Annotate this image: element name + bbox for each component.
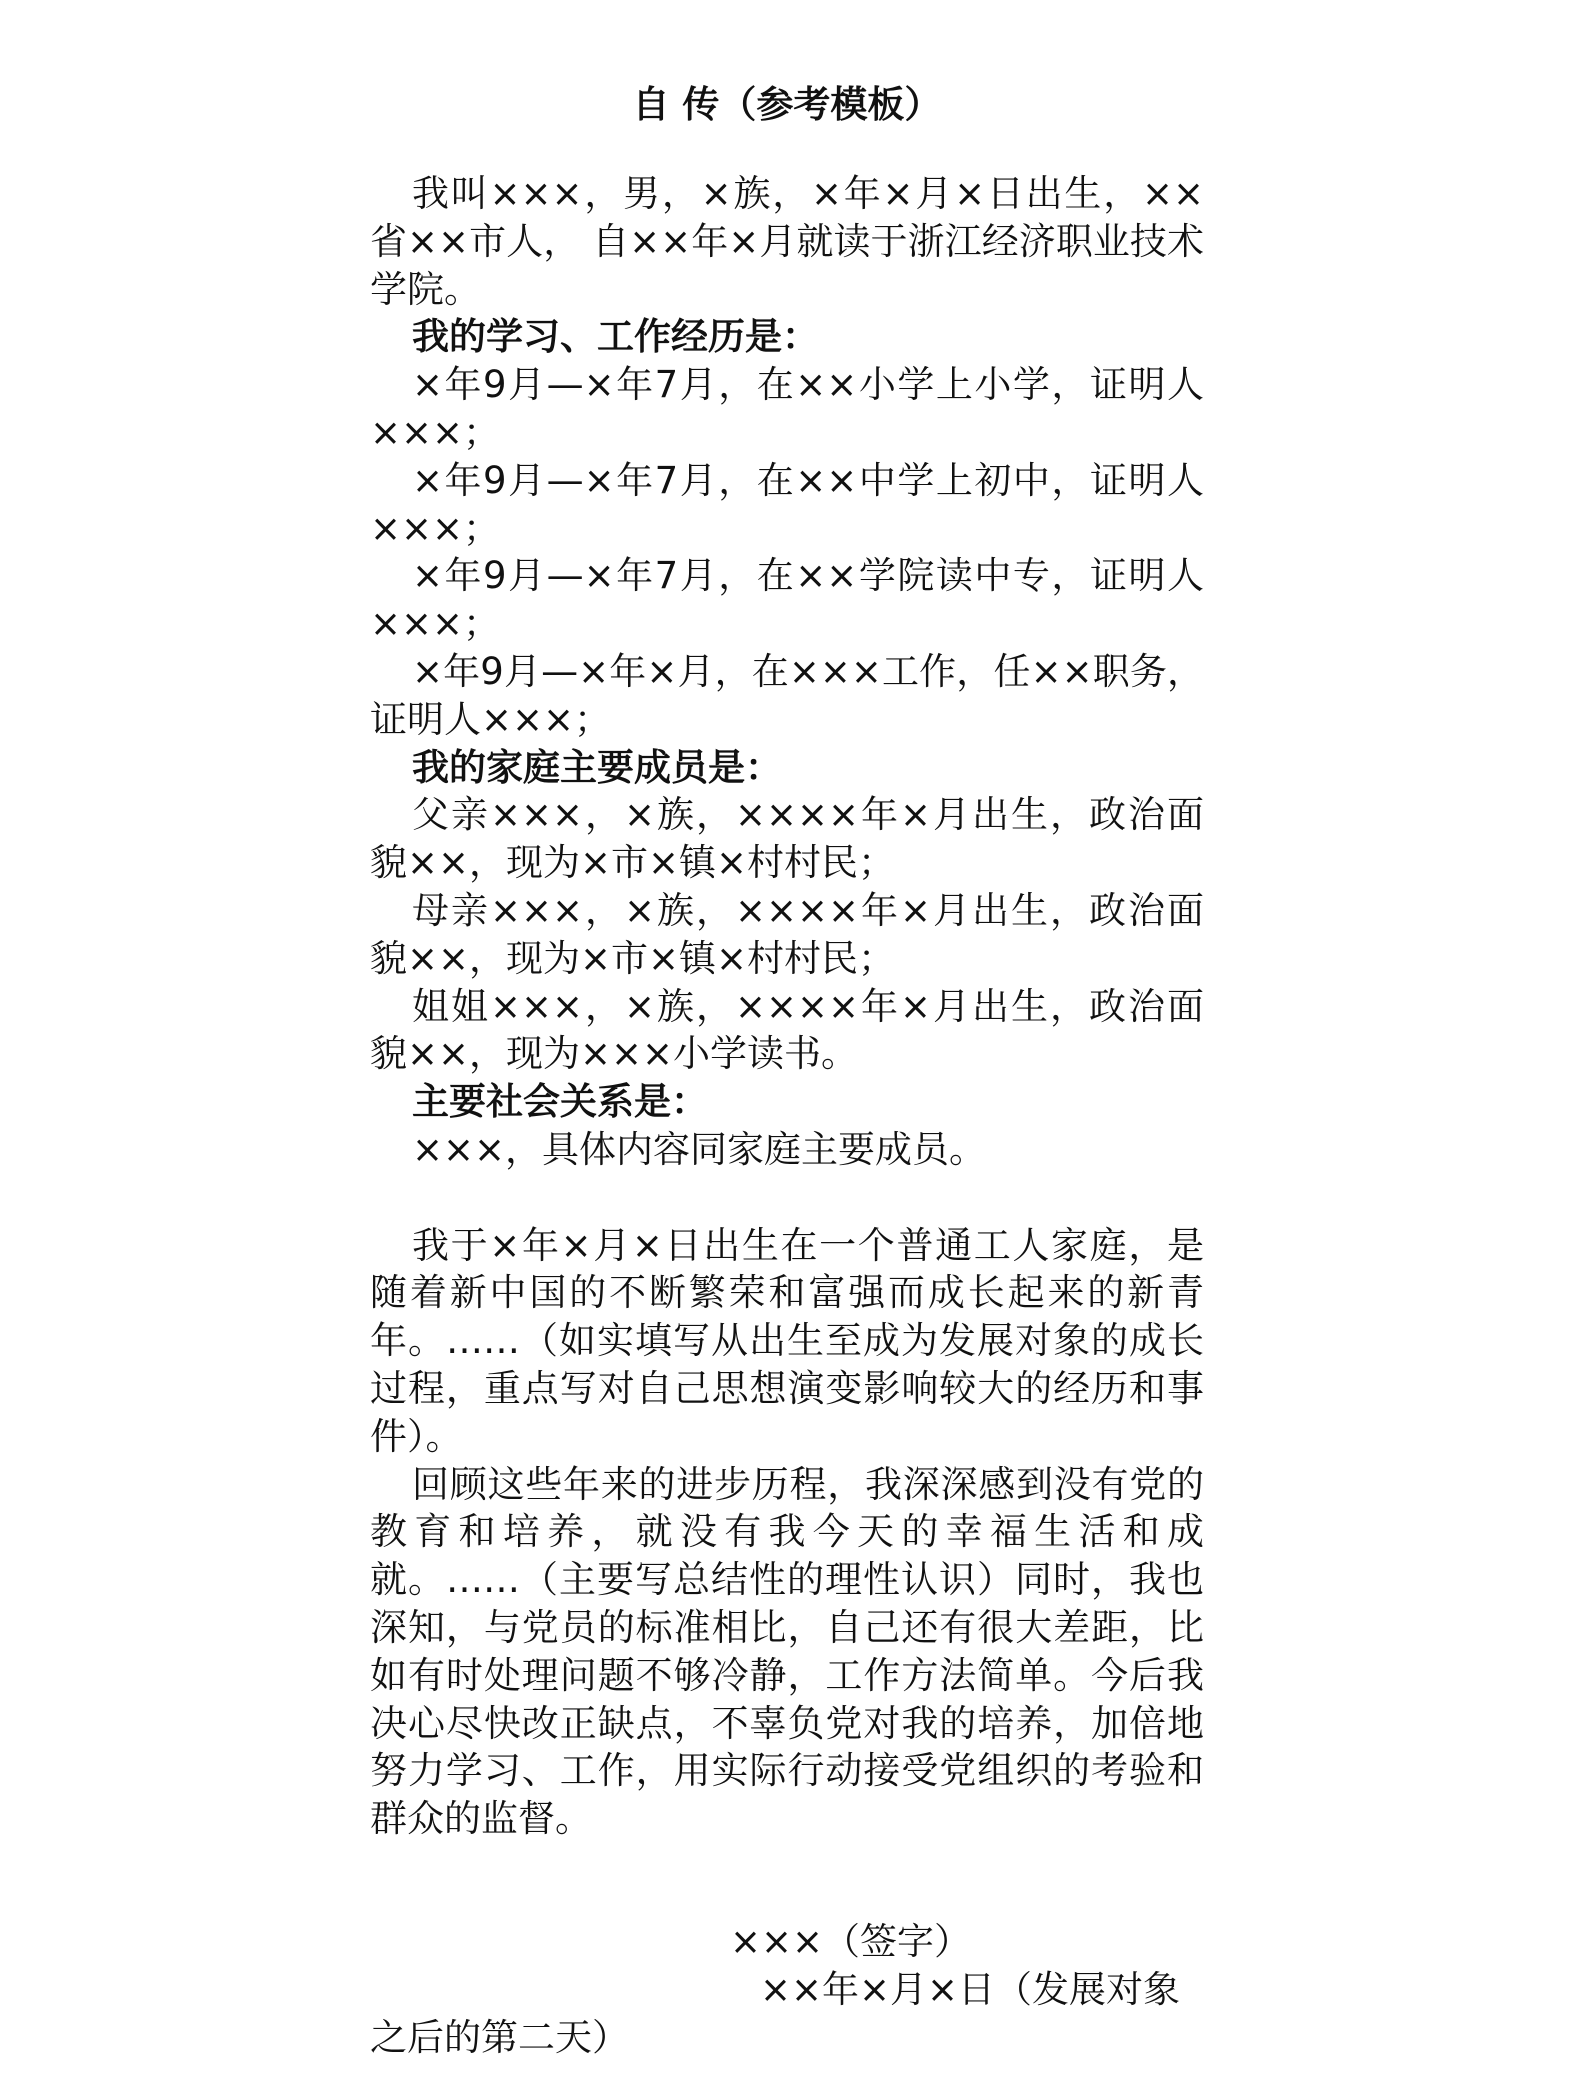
paragraph-reflection: 回顾这些年来的进步历程，我深深感到没有党的教育和培养，就没有我今天的幸福生活和成就。……（主要写总结性的理性认识）同时，我也深知，与党员的标准相比，自己还有很大差距，比如有时处理问题不够冷静，工作方法简单。今后我决心尽快改正缺点，不辜负党对我的培养，加倍地努力学习、工作，用实际行动接受党组织的考验和群众的监督。 (370, 1462, 1204, 1841)
heading-family-members: 我的家庭主要成员是： (412, 745, 782, 789)
paragraph-growth: 我于×年×月×日出生在一个普通工人家庭，是随着新中国的不断繁荣和富强而成长起来的新青年。……（如实填写从出生至成为发展对象的成长过程，重点写对自己思想演变影响较大的经历和事件）。 (370, 1223, 1204, 1458)
history-item-college: ×年9月—×年7月，在××学院读中专，证明人×××； (370, 554, 1204, 646)
family-member-sister: 姐姐×××，×族，××××年×月出生，政治面貌××，现为×××小学读书。 (370, 984, 1204, 1076)
history-item-primary-school: ×年9月—×年7月，在××小学上小学，证明人×××； (370, 363, 1204, 454)
heading-study-work-history: 我的学习、工作经历是： (412, 315, 819, 359)
social-relations-text: ×××，具体内容同家庭主要成员。 (412, 1127, 987, 1171)
heading-social-relations: 主要社会关系是： (412, 1080, 708, 1124)
history-item-middle-school: ×年9月—×年7月，在××中学上初中，证明人×××； (370, 458, 1204, 550)
blank-line (370, 1174, 1204, 1222)
document-body (370, 170, 1204, 1843)
family-member-father: 父亲×××，×族，××××年×月出生，政治面貌××，现为×市×镇×村村民； (370, 793, 1204, 885)
family-member-mother: 母亲×××，×族，××××年×月出生，政治面貌××，现为×市×镇×村村民； (370, 888, 1204, 980)
signature-date: ××年×月×日（发展对象之后的第二天） (370, 1968, 1181, 2059)
paragraph-intro: 我叫×××，男，×族，×年×月×日出生，××省××市人， 自××年×月就读于浙江经济职业技术学院。 (370, 172, 1204, 311)
history-item-work: ×年9月—×年×月，在×××工作，任××职务，证明人×××； (370, 649, 1204, 741)
document-title: 自 传（参考模板） (632, 83, 942, 126)
signature-name: ×××（签字） (730, 1920, 972, 1963)
